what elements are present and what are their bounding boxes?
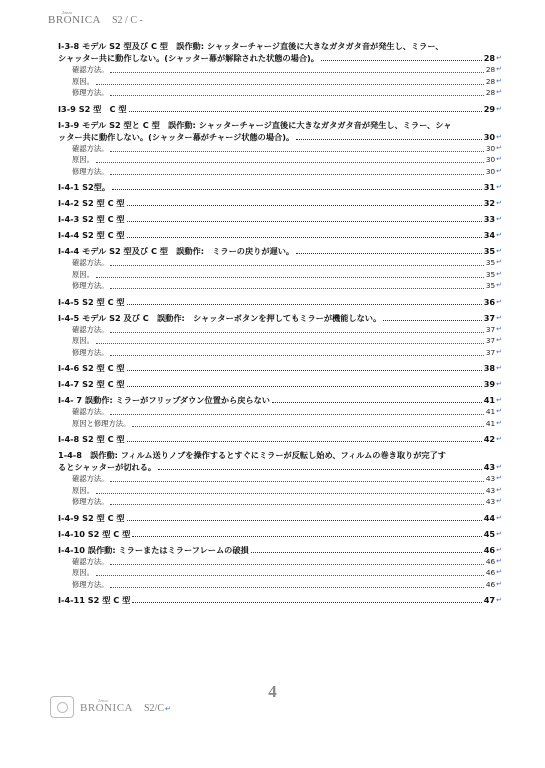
toc-page-number: 38 [483, 363, 496, 373]
return-mark-icon: ↵ [496, 568, 502, 576]
toc-entry-title: シャッター共に動作しない。(シャッター幕が解除された状態の場合)。 [58, 53, 319, 63]
return-mark-icon: ↵ [496, 104, 502, 113]
dot-leader [129, 111, 482, 112]
return-mark-icon: ↵ [496, 143, 502, 152]
toc-entry-title: I-4-6 S2 型 C 型 [58, 363, 125, 373]
toc-entry[interactable] [58, 181, 502, 193]
return-mark-icon: ↵ [496, 54, 502, 62]
toc-sub-page-number: 41 [485, 407, 496, 416]
return-mark-icon: ↵ [496, 215, 502, 223]
dot-leader [110, 504, 483, 505]
dot-leader [110, 481, 483, 482]
toc-sub-entry[interactable] [58, 485, 502, 497]
toc-sub-entry[interactable] [58, 324, 502, 336]
toc-sub-entry-label: 修理方法。 [72, 281, 109, 290]
toc-sub-entry[interactable] [58, 280, 502, 292]
header-brand: BRONICA [48, 14, 102, 26]
dot-leader [132, 536, 481, 537]
dot-leader [127, 370, 482, 371]
toc-page-number: 34 [483, 230, 496, 240]
toc-sub-entry-label: 確認方法。 [72, 143, 109, 153]
dot-leader [110, 414, 483, 415]
return-mark-icon: ↵ [496, 513, 502, 522]
toc-sub-entry[interactable] [58, 87, 502, 99]
dot-leader [296, 253, 482, 254]
return-mark-icon: ↵ [496, 155, 502, 163]
dot-leader [272, 402, 482, 403]
dot-leader [127, 441, 482, 442]
toc-sub-entry[interactable] [58, 166, 502, 178]
toc-sub-page-number: 46 [485, 556, 496, 566]
toc-page-number: 35 [483, 246, 496, 256]
toc-entry-title-last-line [58, 296, 502, 308]
toc-sub-page-number: 43 [485, 485, 496, 495]
toc-sub-entry[interactable] [58, 406, 502, 418]
dot-leader [96, 493, 484, 494]
toc-page-number: 33 [483, 214, 496, 224]
toc-entry-title: I-3-9 モデル S2 型と C 型 誤作動: シャッターチャージ直後に大きなガタガタ音が発生し、ミラー、シャ [58, 119, 452, 130]
toc-entry-title-last-line [58, 245, 502, 257]
toc-sub-page-number: 46 [485, 579, 496, 589]
toc-entry-title-last-line [58, 433, 502, 445]
toc-sub-page-number: 35 [485, 269, 496, 279]
dot-leader [251, 552, 482, 553]
toc-entry[interactable] [58, 296, 502, 308]
toc-entry-title: I-4-10 S2 型 C 型 [58, 528, 131, 539]
dot-leader [110, 151, 483, 152]
return-mark-icon: ↵ [496, 336, 502, 344]
toc-entry-title: I-4-7 S2 型 C 型 [58, 379, 125, 389]
toc-sub-entry[interactable] [58, 579, 502, 591]
return-mark-icon: ↵ [496, 364, 502, 372]
toc-sub-page-number: 30 [485, 143, 496, 153]
toc-page-number: 29 [483, 103, 496, 114]
toc-entry-title-last-line [58, 213, 502, 225]
toc-entry-title: I-4-5 S2 型 C 型 [58, 296, 125, 307]
toc-sub-page-number: 30 [485, 155, 496, 164]
return-mark-icon: ↵ [496, 65, 502, 73]
toc-entry-title-line [58, 119, 502, 131]
toc-sub-page-number: 28 [485, 88, 496, 97]
toc-page-number: 37 [483, 312, 496, 323]
toc-sub-entry-label: 修理方法。 [72, 579, 109, 589]
dot-leader [110, 355, 483, 356]
toc-sub-entry-label: 原因。 [72, 568, 94, 577]
return-mark-icon: ↵ [496, 132, 502, 141]
dot-leader [110, 174, 483, 175]
return-mark-icon: ↵ [496, 418, 502, 427]
table-of-contents [58, 40, 502, 610]
toc-entry-title-last-line [58, 229, 502, 241]
return-mark-icon: ↵ [496, 258, 502, 266]
toc-entry[interactable] [58, 197, 502, 209]
return-mark-icon: ↵ [496, 88, 502, 96]
toc-entry[interactable] [58, 229, 502, 241]
toc-sub-entry[interactable] [58, 64, 502, 76]
dot-leader [127, 304, 482, 305]
toc-page-number: 41 [483, 395, 496, 405]
toc-entry-title: I-3-8 モデル S2 型及び C 型 誤作動: シャッターチャージ直後に大きなガタガタ音が発生し、ミラー、 [58, 41, 444, 51]
toc-entry-title: I-4-3 S2 型 C 型 [58, 214, 125, 224]
toc-sub-entry-label: 確認方法。 [72, 324, 109, 334]
return-mark-icon: ↵ [496, 76, 502, 85]
return-mark-icon: ↵ [496, 183, 502, 191]
dot-leader [296, 139, 482, 140]
toc-sub-entry[interactable] [58, 143, 502, 155]
dot-leader [158, 469, 482, 470]
toc-entry-title-last-line [58, 312, 502, 324]
dot-leader [132, 426, 483, 427]
return-mark-icon: ↵ [496, 247, 502, 255]
toc-sub-entry-label: 修理方法。 [72, 88, 109, 97]
toc-entry[interactable] [58, 362, 502, 374]
toc-entry-title: I-4-5 モデル S2 及び C 誤動作: シャッターボタンを押してもミラーが機能しない。 [58, 312, 382, 323]
toc-entry-title-last-line [58, 528, 502, 540]
toc-sub-entry[interactable] [58, 567, 502, 579]
return-mark-icon: ↵ [496, 529, 502, 538]
toc-page-number: 30 [483, 131, 496, 142]
toc-entry-title-last-line [58, 181, 502, 193]
dot-leader [132, 602, 481, 603]
toc-entry-title: るとシャッターが切れる。 [58, 462, 157, 472]
return-mark-icon: ↵ [496, 313, 502, 322]
footer-logo [50, 696, 170, 722]
toc-sub-entry-label: 確認方法。 [72, 474, 109, 483]
footer-brand-small: Zenza [98, 698, 108, 703]
toc-page-number: 45 [483, 528, 496, 539]
toc-sub-entry-label: 確認方法。 [72, 258, 109, 267]
toc-sub-page-number: 37 [485, 336, 496, 345]
toc-entry-title-last-line [58, 461, 502, 473]
toc-sub-entry[interactable] [58, 418, 502, 430]
toc-sub-page-number: 37 [485, 347, 496, 357]
return-mark-icon: ↵ [496, 407, 502, 415]
return-mark-icon: ↵ [496, 324, 502, 333]
toc-sub-page-number: 41 [485, 418, 496, 428]
dot-leader [127, 237, 482, 238]
toc-sub-entry-label: 修理方法。 [72, 347, 109, 357]
return-mark-icon: ↵ [496, 396, 502, 404]
toc-sub-entry-label: 原因。 [72, 155, 94, 164]
toc-entry-title-last-line [58, 512, 502, 524]
toc-sub-entry[interactable] [58, 154, 502, 166]
toc-entry-title: I-4-1 S2型。 [58, 182, 111, 192]
toc-page-number: 42 [483, 434, 496, 444]
toc-page-number: 44 [483, 512, 496, 523]
header-brand-small: Zenza [62, 10, 72, 15]
toc-sub-page-number: 30 [485, 166, 496, 176]
dot-leader [110, 332, 483, 333]
dot-leader [127, 205, 482, 206]
dot-leader [110, 587, 483, 588]
toc-page-number: 47 [483, 595, 496, 605]
dot-leader [110, 72, 483, 73]
toc-entry[interactable] [58, 528, 502, 540]
return-mark-icon: ↵ [165, 705, 171, 713]
toc-entry-title-last-line [58, 544, 502, 556]
toc-entry-title-line [58, 449, 502, 461]
toc-entry[interactable] [58, 594, 502, 606]
toc-sub-entry[interactable] [58, 335, 502, 347]
footer-model [144, 703, 171, 714]
dot-leader [112, 189, 482, 190]
toc-entry[interactable] [58, 378, 502, 390]
return-mark-icon: ↵ [496, 556, 502, 565]
footer-model-text: S2/C [144, 703, 165, 714]
toc-sub-entry[interactable] [58, 473, 502, 485]
header-model: S2 / C - [112, 15, 143, 26]
return-mark-icon: ↵ [496, 269, 502, 278]
toc-page-number: 36 [483, 296, 496, 307]
toc-entry[interactable] [58, 544, 502, 591]
return-mark-icon: ↵ [496, 545, 502, 554]
toc-sub-entry-label: 修理方法。 [72, 497, 109, 506]
toc-sub-entry[interactable] [58, 76, 502, 88]
dot-leader [383, 320, 482, 321]
toc-entry-title: I-4-10 誤作動: ミラーまたはミラーフレームの破損 [58, 544, 249, 555]
return-mark-icon: ↵ [496, 596, 502, 604]
toc-page-number: 43 [483, 462, 496, 472]
toc-entry-title: I3-9 S2 型 C 型 [58, 103, 127, 114]
toc-entry[interactable] [58, 119, 502, 178]
dot-leader [127, 520, 482, 521]
dot-leader [127, 221, 482, 222]
toc-sub-entry-label: 修理方法。 [72, 166, 109, 176]
toc-entry-title: 1-4-8 誤作動: フィルム送りノブを操作するとすぐにミラーが反転し始め、フィルムの巻き取りが完了す [58, 450, 446, 460]
toc-page-number: 31 [483, 182, 496, 192]
toc-entry-title-last-line [58, 378, 502, 390]
toc-sub-entry-label: 原因。 [72, 269, 94, 279]
return-mark-icon: ↵ [496, 281, 502, 289]
toc-sub-entry-label: 原因。 [72, 76, 94, 86]
toc-entry-title-last-line [58, 131, 502, 143]
toc-sub-page-number: 28 [485, 76, 496, 86]
dot-leader [110, 95, 483, 96]
return-mark-icon: ↵ [496, 579, 502, 588]
toc-page-number: 32 [483, 198, 496, 208]
toc-entry[interactable] [58, 245, 502, 292]
toc-sub-entry-label: 原因と修理方法。 [72, 418, 131, 428]
toc-entry-title: I-4-11 S2 型 C 型 [58, 595, 131, 605]
dot-leader [127, 386, 482, 387]
dot-leader [96, 84, 484, 85]
dot-leader [110, 288, 483, 289]
return-mark-icon: ↵ [496, 485, 502, 494]
toc-entry-title: I-4-2 S2 型 C 型 [58, 198, 125, 208]
toc-sub-page-number: 43 [485, 497, 496, 506]
toc-sub-entry-label: 確認方法。 [72, 65, 109, 74]
toc-entry-title: I-4-4 S2 型 C 型 [58, 230, 125, 240]
toc-entry[interactable] [58, 312, 502, 359]
toc-entry-title-last-line [58, 394, 502, 406]
dot-leader [110, 265, 483, 266]
toc-entry[interactable] [58, 103, 502, 115]
toc-sub-entry-label: 原因。 [72, 336, 94, 345]
toc-entry[interactable] [58, 40, 502, 99]
return-mark-icon: ↵ [496, 435, 502, 443]
dot-leader [96, 343, 484, 344]
page-number: 4 [268, 682, 277, 701]
return-mark-icon: ↵ [496, 297, 502, 306]
toc-entry-title: ッター共に動作しない。(シャッター幕がチャージ状態の場合)。 [58, 131, 295, 142]
toc-page-number: 28 [483, 53, 496, 63]
toc-entry[interactable] [58, 213, 502, 225]
dot-leader [96, 575, 484, 576]
toc-entry-title: I-4-4 モデル S2 型及び C 型 誤動作: ミラーの戻りが遅い。 [58, 246, 295, 256]
toc-page-number: 39 [483, 379, 496, 389]
toc-entry-title-last-line [58, 362, 502, 374]
dot-leader [321, 60, 482, 61]
return-mark-icon: ↵ [496, 474, 502, 482]
toc-entry-title-last-line [58, 52, 502, 64]
toc-sub-page-number: 35 [485, 281, 496, 290]
toc-sub-entry[interactable] [58, 496, 502, 508]
return-mark-icon: ↵ [496, 199, 502, 207]
toc-entry-title-line [58, 40, 502, 52]
toc-entry-title-last-line [58, 103, 502, 115]
footer-brand: BRONICA [80, 702, 134, 714]
toc-sub-entry[interactable] [58, 269, 502, 281]
toc-entry[interactable] [58, 394, 502, 429]
toc-sub-page-number: 37 [485, 324, 496, 334]
toc-sub-entry-label: 確認方法。 [72, 556, 109, 566]
toc-sub-entry[interactable] [58, 257, 502, 269]
toc-sub-page-number: 46 [485, 568, 496, 577]
return-mark-icon: ↵ [496, 166, 502, 175]
toc-page-number: 46 [483, 544, 496, 555]
toc-entry[interactable] [58, 449, 502, 508]
toc-sub-entry[interactable] [58, 347, 502, 359]
return-mark-icon: ↵ [496, 463, 502, 471]
toc-entry-title-last-line [58, 197, 502, 209]
toc-sub-entry-label: 原因。 [72, 485, 94, 495]
toc-sub-page-number: 43 [485, 474, 496, 483]
toc-entry-title: I-4-8 S2 型 C 型 [58, 434, 125, 444]
return-mark-icon: ↵ [496, 497, 502, 505]
toc-sub-page-number: 35 [485, 258, 496, 267]
toc-sub-page-number: 28 [485, 65, 496, 74]
return-mark-icon: ↵ [496, 380, 502, 388]
toc-sub-entry-label: 確認方法。 [72, 407, 109, 416]
toc-entry-title: I-4-9 S2 型 C 型 [58, 512, 125, 523]
return-mark-icon: ↵ [496, 347, 502, 356]
return-mark-icon: ↵ [496, 231, 502, 239]
toc-entry-title-last-line [58, 594, 502, 606]
footer-emblem-icon [50, 696, 74, 718]
toc-entry[interactable] [58, 433, 502, 445]
toc-entry-title: I-4- 7 誤動作: ミラーがフリップダウン位置から戻らない [58, 395, 270, 405]
dot-leader [96, 277, 484, 278]
dot-leader [96, 162, 484, 163]
dot-leader [110, 564, 483, 565]
toc-entry[interactable] [58, 512, 502, 524]
toc-sub-entry[interactable] [58, 556, 502, 568]
